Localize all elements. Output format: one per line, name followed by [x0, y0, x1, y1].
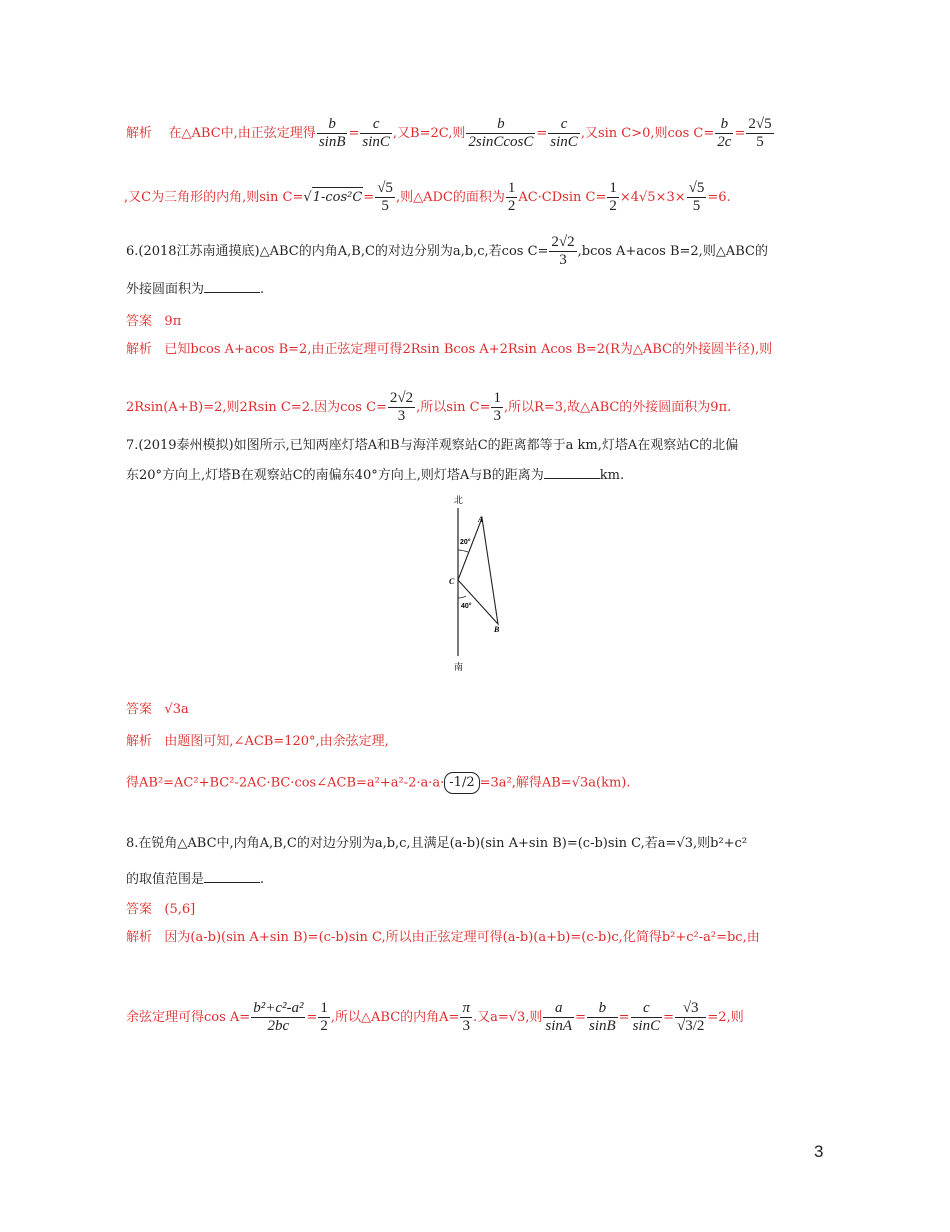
question-7-line-1: 7.(2019泰州模拟)如图所示,已知两座灯塔A和B与海洋观察站C的距离都等于a km,灯塔A在观察站C的北偏: [126, 438, 739, 453]
question-6-line-2: 外接圆面积为 .: [126, 282, 265, 297]
label-north: 北: [454, 496, 464, 506]
fraction: $\frac{b}{2c}$: [717, 116, 732, 150]
fraction: $\frac{b}{\sin B}$: [589, 1000, 616, 1034]
fraction: $\frac{b}{\sin B}$: [318, 116, 346, 150]
question-8-line-2: 的取值范围是 .: [126, 872, 265, 887]
fraction: $\frac{c}{\sin C}$: [362, 116, 390, 150]
answer-6: [126, 312, 181, 332]
fraction: $\frac{a}{\sin A}$: [545, 1000, 573, 1034]
answer-8: [126, 900, 195, 920]
solution-6-line-2: 2Rsin(A+B)=2,则2Rsin C=2.因为cos C= $\frac{2√2}{3}$ ,所以sin C= $\frac{1}{3}$ ,所以R=3,故△ABC的外接圆面积为9π.: [126, 390, 732, 424]
answer-blank: [204, 870, 260, 883]
answer-7: [126, 700, 189, 720]
fraction: $\frac{1}{3}$: [493, 390, 501, 424]
fraction: $\frac{√5}{5}$: [377, 180, 393, 214]
solution-label: 解析: [126, 342, 153, 357]
answer-label: 答案: [126, 902, 153, 917]
answer-value: √3a: [164, 702, 189, 717]
fraction: $\frac{√3}{√3/2}$: [677, 1000, 705, 1034]
solution-6-line-1: 解析 已知bcos A+acos B=2,由正弦定理可得2Rsin Bcos A+2Rsin Acos B=2(R为△ABC的外接圆半径),则: [126, 342, 773, 357]
label-A: A: [478, 515, 484, 524]
answer-value: 9π: [164, 314, 182, 329]
solution-7-line-2: 得AB²=AC²+BC²-2AC·BC·cos∠ACB=a²+a²-2·a·a· -1/2 =3a²,解得AB=√3a(km).: [126, 772, 631, 794]
solution-label: 解析: [126, 930, 153, 945]
solution-8-line-2: 余弦定理可得cos A= $\frac{\text{b²+c²-a²}}{2bc}$ = $\frac{1}{2}$ ,所以△ABC的内角A= $\frac{\pi}{3}$ .又a=√3,则 $\frac{a}{\sin A}$ = $\frac{b}{\sin B}$ = $\frac{c}{\sin C}$ = $\frac{√3}{√3/2}$ =2,则: [126, 1000, 744, 1034]
label-B: B: [494, 625, 500, 634]
solution-label: 解析: [126, 126, 153, 141]
question-8-line-1: 8.在锐角△ABC中,内角A,B,C的对边分别为a,b,c,且满足(a-b)(sin A+sin B)=(c-b)sin C,若a=√3,则b²+c²: [126, 836, 748, 851]
label-south: 南: [454, 663, 464, 672]
solution-8-line-1: 解析 因为(a-b)(sin A+sin B)=(c-b)sin C,所以由正弦定理可得(a-b)(a+b)=(c-b)c,化简得b²+c²-a²=bc,由: [126, 930, 760, 945]
solution-5-line-1: 解析 在△ABC中,由正弦定理得 $\frac{b}{\sin B}$ = $\frac{c}{\sin C}$ ,又B=2C,则 $\frac{b}{\text{2sinCcosC}}$ = $\frac{c}{\sin C}$ ,又sin C>0,则cos C= $\frac{b}{2c}$ = $\frac{2√5}{5}$: [126, 116, 772, 150]
fraction: $\frac{2√5}{5}$: [748, 116, 772, 150]
angle-arc-40: [458, 596, 466, 598]
parenthesized-fraction: -1/2: [444, 772, 479, 794]
label-angle-20: 20°: [460, 539, 471, 546]
fraction: $\frac{\pi}{3}$: [462, 1000, 470, 1034]
question-6-line-1: 6.(2018江苏南通摸底)△ABC的内角A,B,C的对边分别为a,b,c,若cos C= $\frac{2√2}{3}$ ,bcos A+acos B=2,则△ABC的: [126, 234, 768, 268]
fraction: $\frac{b}{\text{2sinCcosC}}$: [468, 116, 534, 150]
label-C: C: [449, 577, 455, 586]
fraction: $\frac{c}{\sin C}$: [550, 116, 578, 150]
fraction: $\frac{\text{b²+c²-a²}}{2bc}$: [253, 1000, 304, 1034]
solution-7-line-1: 解析 由题图可知,∠ACB=120°,由余弦定理,: [126, 734, 389, 749]
fraction: $\frac{√5}{5}$: [688, 180, 705, 214]
question-7-line-2: 东20°方向上,灯塔B在观察站C的南偏东40°方向上,则灯塔A与B的距离为 km.: [126, 468, 625, 483]
lighthouse-diagram: [444, 494, 520, 672]
fraction: $\frac{2√2}{3}$: [389, 390, 414, 424]
fraction: $\frac{1}{2}$: [320, 1000, 328, 1034]
fraction: $\frac{1}{2}$: [609, 180, 617, 214]
fraction: $\frac{c}{\sin C}$: [632, 1000, 661, 1034]
answer-blank: [204, 280, 260, 293]
sqrt-expression: 1-cos²C: [312, 187, 364, 208]
answer-blank: [544, 466, 600, 479]
answer-label: 答案: [126, 314, 153, 329]
fraction: $\frac{2√2}{3}$: [551, 234, 575, 268]
fraction: $\frac{1}{2}$: [507, 180, 516, 214]
answer-label: 答案: [126, 702, 153, 717]
solution-label: 解析: [126, 734, 153, 749]
label-angle-40: 40°: [461, 603, 472, 610]
page-number: 3: [814, 1142, 824, 1161]
answer-value: (5,6]: [164, 902, 196, 917]
solution-5-line-2: ,又C为三角形的内角,则sin C=√1-cos²C= $\frac{√5}{5}$ ,则△ADC的面积为 $\frac{1}{2}$ AC·CDsin C= $\frac{1}{2}$ ×4√5×3× $\frac{√5}{5}$ =6.: [124, 180, 731, 214]
angle-arc-20: [458, 550, 468, 552]
